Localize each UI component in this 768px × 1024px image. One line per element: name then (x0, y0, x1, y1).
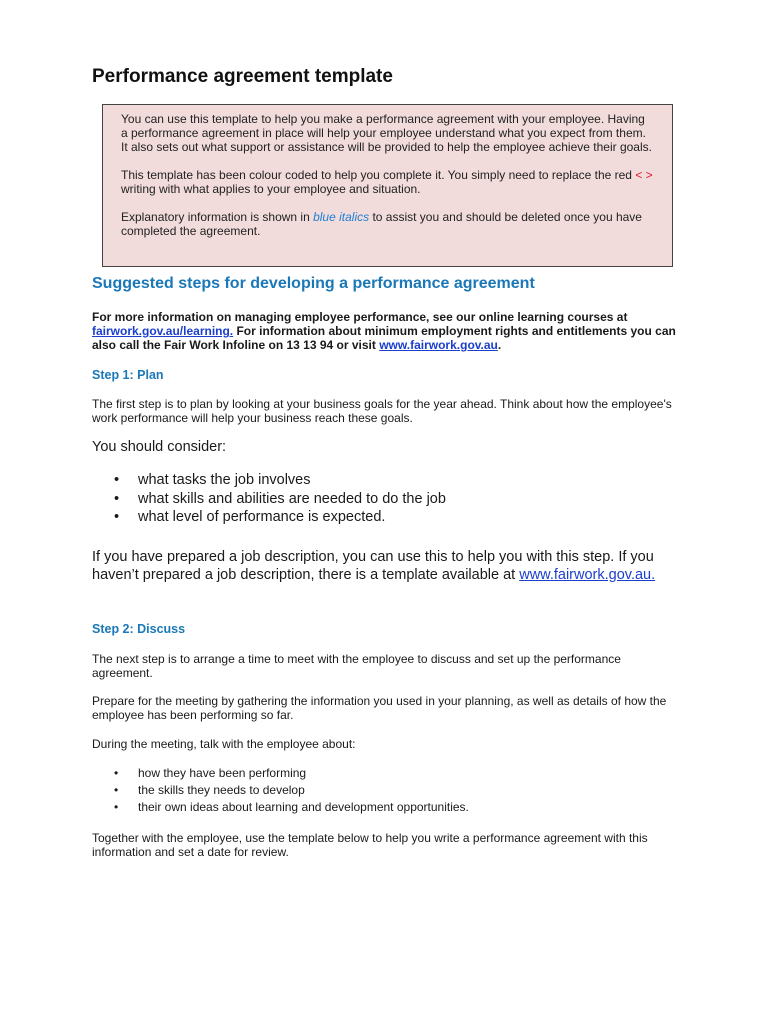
page-title: Performance agreement template (92, 66, 393, 87)
list-item: • how they have been performing (92, 765, 469, 782)
instructions-paragraph-1: You can use this template to help you make a performance agreement with your employee. Having a performance agreement in place will help your employee understand what you expect from them. It also sets out what support or assistance will be provided to help the employee achieve their goals. (121, 112, 652, 154)
instructions-paragraph-3: Explanatory information is shown in blue italics to assist you and should be deleted once you have completed the agreement. (121, 210, 642, 238)
fairwork-link[interactable]: www.fairwork.gov.au (379, 338, 498, 352)
instructions-paragraph-2: This template has been colour coded to help you complete it. You simply need to replace the red < > writing with what applies to your employee and situation. (121, 168, 653, 196)
fairwork-template-link[interactable]: www.fairwork.gov.au. (519, 566, 656, 583)
step-2-paragraph-3: During the meeting, talk with the employee about: (92, 737, 356, 751)
step-1-bullet-list (92, 471, 446, 527)
step-1-consider: You should consider: (92, 439, 227, 455)
step-2-paragraph-4: Together with the employee, use the template below to help you write a performance agreement with this information and set a date for review. (92, 831, 648, 859)
learning-link[interactable]: fairwork.gov.au/learning. (92, 324, 234, 338)
step-2-paragraph-1: The next step is to arrange a time to meet with the employee to discuss and set up the performance agreement. (92, 652, 621, 680)
step-2-heading: Step 2: Discuss (92, 622, 186, 636)
step-1-intro: The first step is to plan by looking at your business goals for the year ahead. Think about how the employee's work performance will help your business reach these goals. (92, 397, 672, 425)
step-1-heading: Step 1: Plan (92, 368, 164, 382)
blue-italics-sample: blue italics (313, 210, 370, 224)
step-2-bullet-list (92, 765, 469, 816)
job-description-paragraph: If you have prepared a job description, you can use this to help you with this step. If you haven’t prepared a job description, there is a template available at www.fairwork.gov.au. (92, 549, 656, 583)
step-2-paragraph-2: Prepare for the meeting by gathering the information you used in your planning, as well as details of how the employee has been performing so far. (92, 694, 667, 722)
instructions-box (102, 104, 673, 267)
list-item: • what skills and abilities are needed to do the job (92, 490, 446, 509)
list-item: • the skills they needs to develop (92, 782, 469, 799)
list-item: • what tasks the job involves (92, 471, 446, 490)
list-item: • their own ideas about learning and development opportunities. (92, 799, 469, 816)
list-item: • what level of performance is expected. (92, 508, 446, 527)
red-placeholder-marker: < > (635, 168, 653, 182)
section-heading: Suggested steps for developing a performance agreement (92, 275, 535, 292)
more-info-paragraph: For more information on managing employee performance, see our online learning courses at fairwork.gov.au/learning. For information about minimum employment rights and entitlements you can also call the Fair Work Infoline on 13 13 94 or visit www.fairwork.gov.au. (92, 310, 676, 352)
